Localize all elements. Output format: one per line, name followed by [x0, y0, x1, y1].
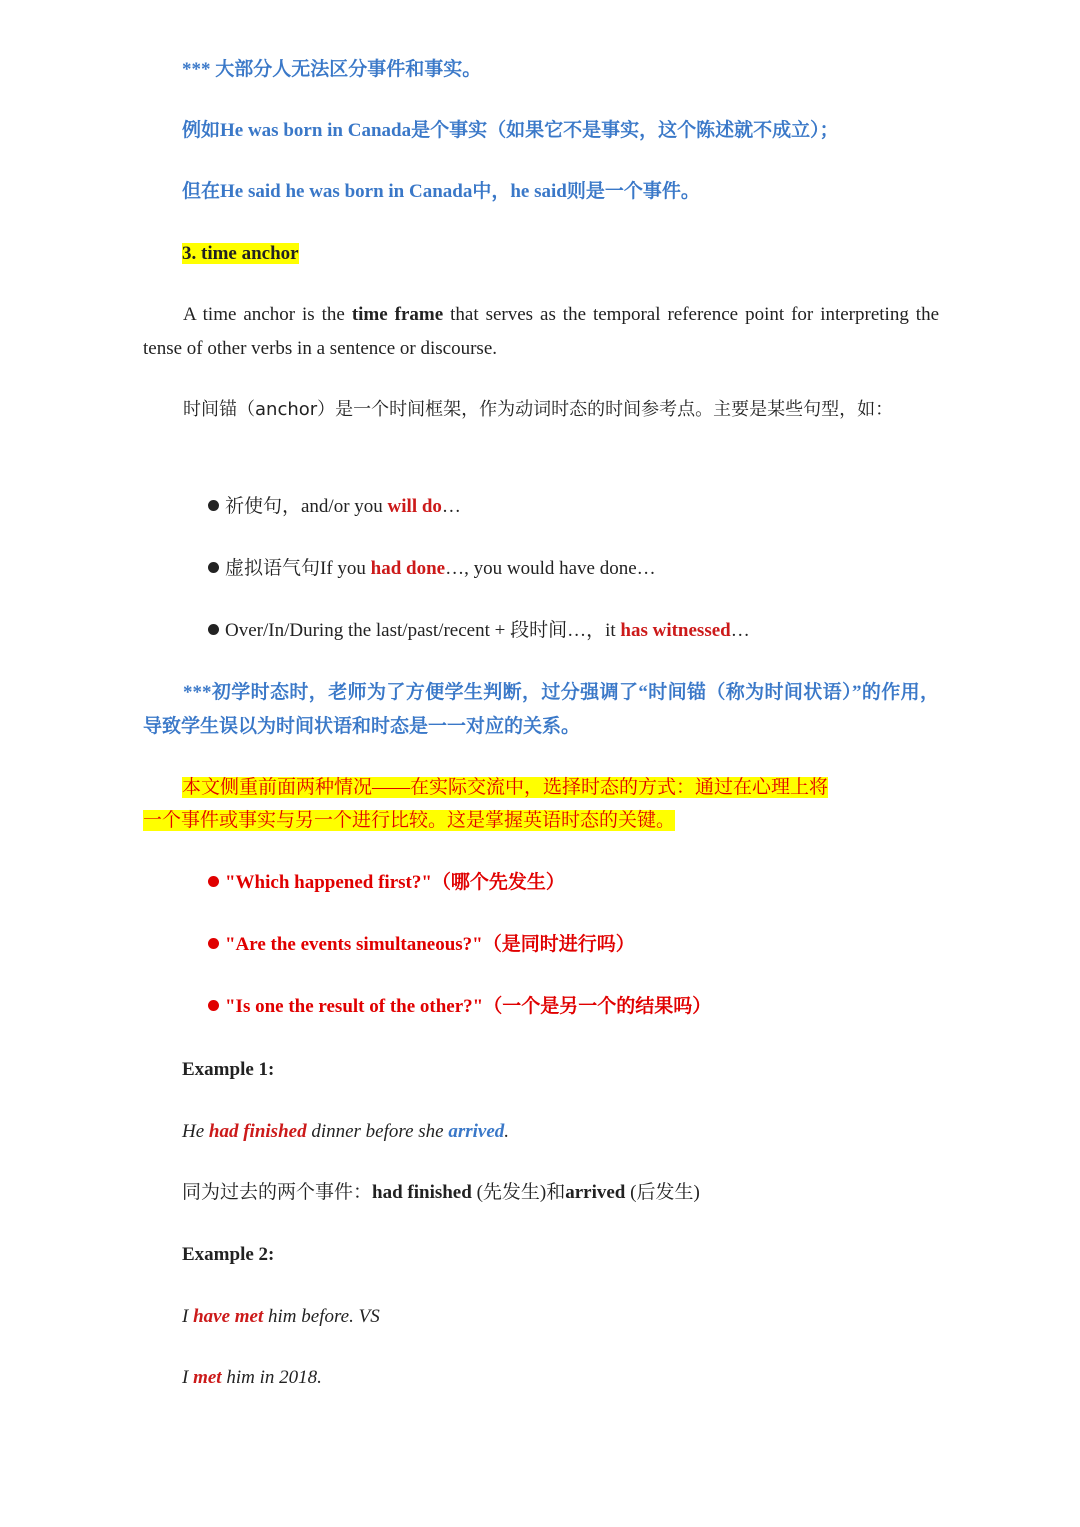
explanation-verb: had finished — [372, 1182, 472, 1203]
pattern-text: …, you would have done… — [445, 558, 656, 579]
sentence-text: him before. VS — [263, 1306, 380, 1327]
pattern-verb: will do — [387, 496, 442, 517]
note-events-facts: *** 大部分人无法区分事件和事实。 — [182, 59, 482, 80]
focus-text-2: 一个事件或事实与另一个进行比较。这是掌握英语时态的关键。 — [143, 810, 676, 831]
question-item — [208, 866, 565, 900]
definition-text-1: A time anchor is the — [183, 304, 352, 325]
question-text: "Is one the result of the other?"（一个是另一个的结果吗） — [225, 996, 712, 1017]
pattern-text: … — [441, 496, 461, 517]
section-heading — [182, 237, 299, 271]
focus-line-1 — [182, 771, 828, 805]
example-1-sentence — [182, 1115, 509, 1149]
verb-arrived: arrived — [448, 1121, 505, 1142]
bullet-icon — [208, 876, 219, 887]
verb-met: met — [193, 1367, 222, 1388]
question-item — [208, 928, 635, 962]
pattern-item — [208, 614, 750, 648]
question-text: "Which happened first?"（哪个先发生） — [225, 872, 565, 893]
explanation-text: (先发生)和 — [471, 1182, 566, 1203]
sentence-text: him in 2018. — [221, 1367, 322, 1388]
definition-cn-paragraph: 时间锚（anchor）是一个时间框架，作为动词时态的时间参考点。主要是某些句型，如： — [183, 399, 894, 420]
pattern-text: Over/In/During the last/past/recent + 段时间…，it — [225, 620, 621, 641]
bullet-icon — [208, 562, 219, 573]
sentence-text: . — [504, 1121, 510, 1142]
explanation-text: 同为过去的两个事件： — [182, 1182, 373, 1203]
example-2-sentence-2 — [182, 1361, 322, 1395]
note-time-anchor: ***初学时态时，老师为了方便学生判断，过分强调了“时间锚（称为时间状语）”的作用，导致学生误以为时间状语和时态是一一对应的关系。 — [143, 682, 939, 737]
sentence-text: I — [182, 1306, 194, 1327]
pattern-item — [208, 490, 461, 524]
verb-have-met: have met — [193, 1306, 264, 1327]
example-2-label: Example 2: — [182, 1244, 275, 1265]
explanation-verb: arrived — [565, 1182, 626, 1203]
sentence-text: dinner before she — [306, 1121, 449, 1142]
pattern-verb: has witnessed — [620, 620, 731, 641]
bullet-icon — [208, 624, 219, 635]
sentence-text: I — [182, 1367, 194, 1388]
definition-paragraph — [143, 298, 939, 366]
example-fact: 例如He was born in Canada是个事实（如果它不是事实，这个陈述就不成立）； — [182, 120, 839, 141]
example-2-sentence-1 — [182, 1300, 380, 1334]
pattern-text: … — [730, 620, 750, 641]
pattern-verb: had done — [370, 558, 446, 579]
bullet-icon — [208, 938, 219, 949]
question-text: "Are the events simultaneous?"（是同时进行吗） — [225, 934, 635, 955]
example-event: 但在He said he was born in Canada中，he said则是一个事件。 — [182, 181, 700, 202]
definition-text-2: that serves as the temporal reference point for interpreting the tense of other verbs in a sentence or discourse. — [143, 304, 939, 359]
explanation-text: (后发生) — [625, 1182, 700, 1203]
example-1-explanation — [182, 1176, 700, 1210]
definition-bold: time frame — [351, 304, 444, 325]
example-1-label: Example 1: — [182, 1059, 275, 1080]
pattern-item — [208, 552, 656, 586]
heading-text: 3. time anchor — [182, 243, 299, 264]
pattern-text: 祈使句，and/or you — [225, 496, 388, 517]
bullet-icon — [208, 500, 219, 511]
bullet-icon — [208, 1000, 219, 1011]
question-item — [208, 990, 711, 1024]
focus-text-1: 本文侧重前面两种情况——在实际交流中，选择时态的方式：通过在心理上将 — [182, 777, 829, 798]
sentence-text: He — [182, 1121, 209, 1142]
focus-line-2 — [143, 804, 675, 838]
pattern-text: 虚拟语气句If you — [225, 558, 371, 579]
verb-had-finished: had finished — [208, 1121, 307, 1142]
